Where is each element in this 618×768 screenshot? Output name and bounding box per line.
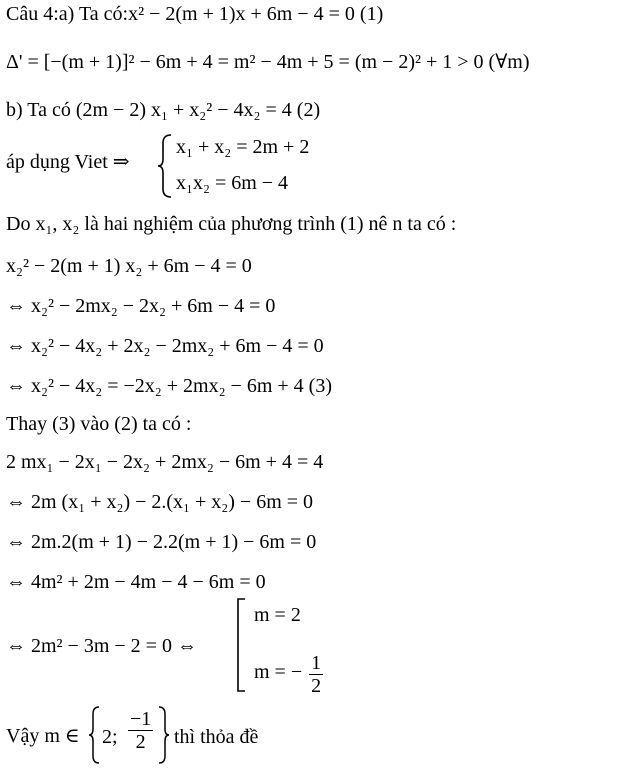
line-12: ⇔ 2m (x₁ + x₂) − 2.(x₁ + x₂) − 6m = 0: [6, 491, 314, 513]
line-3: b) Ta có (2m − 2) x₁ + x₂² − 4x₂ = 4 (2): [6, 99, 321, 121]
conclusion-text: thì thỏa đề: [174, 726, 259, 748]
line-1: Câu 4:a) Ta có:x² − 2(m + 1)x + 6m − 4 = 0 (1): [6, 3, 384, 25]
fraction-denominator: 2: [311, 675, 322, 697]
set-brace-right-icon: [158, 705, 170, 765]
root-2: [254, 652, 325, 697]
left-bracket-icon: [236, 598, 246, 692]
fraction-minus-one-half: [126, 708, 155, 753]
root-2-label: m = −: [254, 661, 303, 683]
set-element-2: 2;: [102, 726, 118, 748]
line-8: ⇔ x₂² − 4x₂ + 2x₂ − 2mx₂ + 6m − 4 = 0: [6, 335, 324, 357]
line-7: ⇔ x₂² − 2mx₂ − 2x₂ + 6m − 4 = 0: [6, 295, 276, 317]
fraction-one-half: [309, 652, 323, 697]
viet-product: x₁x₂ = 6m − 4: [176, 172, 289, 194]
root-1: m = 2: [254, 604, 301, 626]
fraction-numerator: 1: [311, 652, 322, 674]
line-16-prefix: Vậy m ∈: [6, 725, 80, 747]
set-fraction: [128, 708, 153, 753]
line-9: ⇔ x₂² − 4x₂ = −2x₂ + 2mx₂ − 6m + 4 (3): [6, 375, 332, 397]
line-11: 2 mx₁ − 2x₁ − 2x₂ + 2mx₂ − 6m + 4 = 4: [6, 451, 324, 473]
line-15-prefix: ⇔ 2m² − 3m − 2 = 0 ⇔: [6, 635, 197, 657]
line-5: Do x₁, x₂ là hai nghiệm của phương trình (1) nê n ta có :: [6, 213, 457, 235]
left-brace-icon: [157, 133, 173, 199]
line-10: Thay (3) vào (2) ta có :: [6, 413, 192, 435]
viet-sum: x₁ + x₂ = 2m + 2: [176, 136, 310, 158]
line-13: ⇔ 2m.2(m + 1) − 2.2(m + 1) − 6m = 0: [6, 531, 317, 553]
line-6: x₂² − 2(m + 1) x₂ + 6m − 4 = 0: [6, 255, 252, 277]
set-fraction-numerator: −1: [130, 708, 152, 730]
set-fraction-denominator: 2: [135, 731, 146, 753]
line-4-prefix: áp dụng Viet ⇒: [6, 151, 130, 173]
line-2: Δ' = [−(m + 1)]² − 6m + 4 = m² − 4m + 5 = (m − 2)² + 1 > 0 (∀m): [6, 51, 530, 73]
set-brace-left-icon: [88, 705, 100, 765]
line-14: ⇔ 4m² + 2m − 4m − 4 − 6m = 0: [6, 571, 266, 593]
